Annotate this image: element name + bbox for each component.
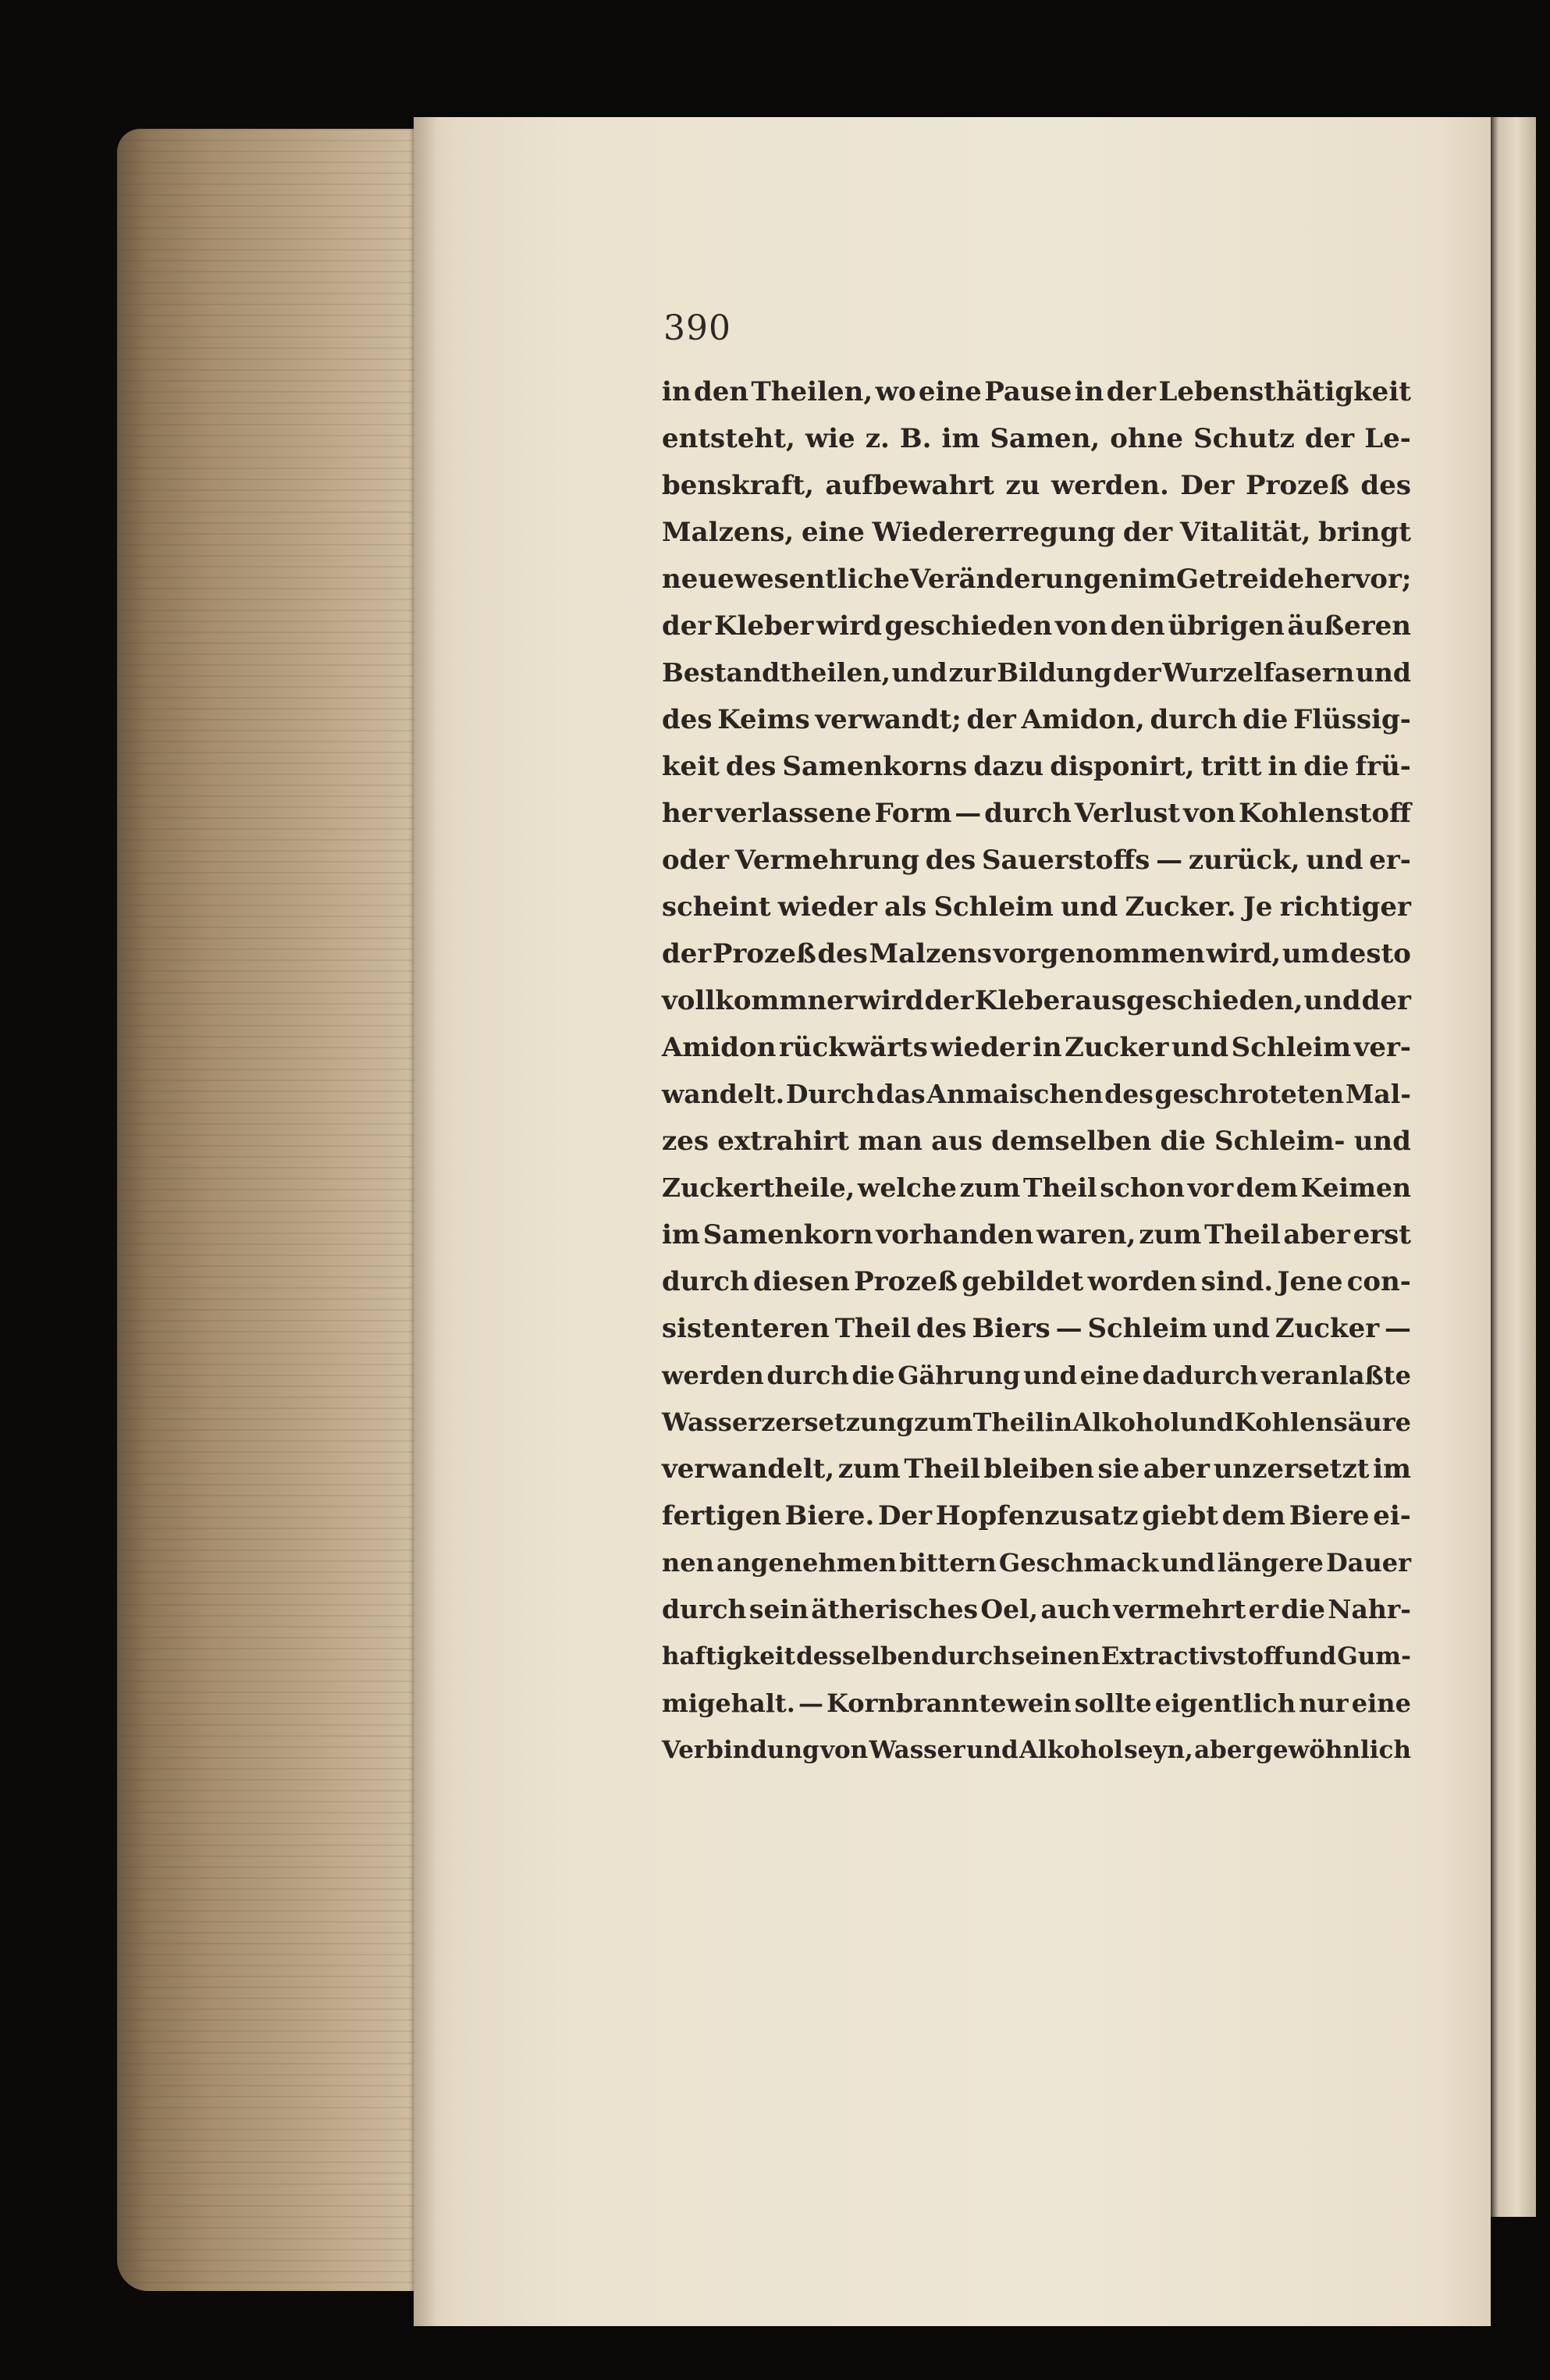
text-line [662, 1633, 1411, 1680]
word: sistenteren [662, 1313, 830, 1344]
word: im [662, 1219, 700, 1250]
text-line [662, 1399, 1411, 1446]
word: und [1353, 1126, 1411, 1157]
word: die [1281, 1594, 1325, 1624]
word: des [1360, 470, 1411, 501]
word: und [1212, 1313, 1270, 1344]
word: sind. [1200, 1266, 1274, 1297]
word: diesen [753, 1266, 850, 1297]
word: seinen [1011, 1642, 1100, 1670]
word: aber [1143, 1453, 1210, 1485]
text-line [662, 1165, 1411, 1211]
word: bittern [899, 1548, 997, 1578]
word: Theil [1204, 1219, 1281, 1250]
word: angenehmen [716, 1548, 898, 1578]
word: Amidon [662, 1032, 777, 1063]
word: giebt [1142, 1500, 1218, 1532]
word: Samenkorns [782, 751, 968, 782]
text-line [662, 509, 1411, 556]
word: nen [662, 1548, 714, 1578]
word: unzersetzt [1213, 1453, 1370, 1485]
word: Verbindung [662, 1736, 819, 1764]
word: aber [1283, 1219, 1350, 1250]
text-line [662, 1586, 1411, 1633]
word: z. [865, 423, 890, 454]
text-line [662, 1211, 1411, 1258]
word: welche [857, 1172, 957, 1203]
text-line [662, 649, 1411, 696]
page-text [662, 368, 1411, 1773]
word: des [817, 938, 868, 969]
word: — [955, 798, 982, 829]
word: wesentliche [734, 564, 910, 595]
word: Schleim [933, 891, 1054, 923]
word: den [694, 376, 749, 407]
word: als [884, 891, 927, 923]
word: Zucker [1065, 1032, 1169, 1063]
word: eine [1351, 1688, 1411, 1718]
word: Wasserzersetzung [662, 1407, 914, 1437]
word: vollkommner [662, 985, 858, 1016]
word: und [1023, 1361, 1077, 1390]
word: schon [1100, 1172, 1185, 1203]
text-line [662, 1680, 1411, 1727]
word: Zucker [1274, 1313, 1380, 1344]
word: auch [1040, 1594, 1111, 1624]
text-line [662, 1258, 1411, 1305]
word: aus [931, 1126, 983, 1157]
word: Wasser [869, 1736, 965, 1764]
word: ausgeschieden, [1075, 985, 1303, 1016]
word: worden [1087, 1266, 1197, 1297]
word: des [916, 1313, 967, 1344]
word: Veränderungen [909, 564, 1139, 595]
word: seyn, [1124, 1736, 1193, 1764]
word: Anmaischen [926, 1079, 1104, 1109]
word: Prozeß [712, 938, 816, 969]
word: Oel, [980, 1594, 1039, 1624]
word: Keimen [1300, 1172, 1411, 1203]
word: Schleim- [1214, 1126, 1346, 1157]
word: und [891, 657, 947, 688]
word: Hopfenzusatz [935, 1500, 1139, 1532]
word: Kornbranntewein [827, 1688, 1072, 1718]
word: Theilen, [751, 376, 873, 407]
word: der [662, 938, 712, 969]
word: verlassene [715, 798, 872, 829]
word: — [1156, 845, 1183, 876]
word: haftigkeit [662, 1642, 796, 1670]
word: Alkohol [1072, 1407, 1180, 1437]
word: in [662, 376, 691, 407]
word: wie [805, 423, 855, 454]
word: wieder [930, 1032, 1030, 1063]
word: von [819, 1736, 869, 1764]
word: in [1033, 1032, 1062, 1063]
text-line [662, 837, 1411, 884]
word: desto [1331, 938, 1411, 969]
word: Wiedererregung [872, 517, 1116, 548]
word: übrigen [1168, 610, 1285, 642]
word: Verlust [1074, 798, 1181, 829]
word: Jene [1277, 1266, 1343, 1297]
word: des [725, 751, 777, 782]
word: gebildet [962, 1266, 1084, 1297]
word: Theil [834, 1313, 912, 1344]
word: er- [1369, 845, 1411, 876]
word: Schutz [1193, 423, 1295, 454]
word: Prozeß [1245, 470, 1349, 501]
word: hervor; [1304, 564, 1412, 595]
word: Je [1242, 891, 1273, 923]
word: Kleber [713, 610, 814, 642]
word: — [1055, 1313, 1083, 1344]
word: tritt [1200, 751, 1262, 782]
word: Samen, [990, 423, 1100, 454]
word: Der [1180, 470, 1235, 501]
word: demselben [991, 1126, 1152, 1157]
page-gutter-shadow [414, 117, 437, 2326]
word: zes [662, 1126, 709, 1157]
word: durch [984, 798, 1072, 829]
word: äußeren [1287, 610, 1411, 642]
word: fertigen [662, 1500, 781, 1532]
word: Getreide [1176, 564, 1305, 595]
word: keit [662, 751, 720, 782]
word: Theil [972, 1407, 1045, 1437]
word: B. [899, 423, 932, 454]
text-line [662, 790, 1411, 837]
word: Biers [972, 1313, 1051, 1344]
word: im [1373, 1453, 1411, 1485]
word: der [1122, 517, 1173, 548]
word: die [851, 1361, 895, 1390]
word: der [1304, 423, 1355, 454]
word: um [1282, 938, 1330, 969]
word: sein [748, 1594, 809, 1624]
word: zu [1005, 470, 1040, 501]
word: neue [662, 564, 734, 595]
text-line [662, 556, 1411, 603]
text-line [662, 462, 1411, 509]
word: wandelt. [662, 1079, 785, 1109]
word: scheint [662, 891, 771, 923]
word: Form [874, 798, 952, 829]
underlying-page-edge [1489, 117, 1536, 2217]
word: dadurch [1142, 1361, 1258, 1390]
word: der [924, 985, 974, 1016]
word: geschieden [884, 610, 1053, 642]
word: und [965, 1736, 1019, 1764]
word: des [662, 704, 713, 735]
word: vorgenommen [993, 938, 1205, 969]
word: und [1284, 1642, 1337, 1670]
text-line [662, 1727, 1411, 1773]
word: nur [1299, 1688, 1349, 1718]
word: im [1138, 564, 1177, 595]
word: zum [914, 1407, 973, 1437]
text-line [662, 1118, 1411, 1165]
word: erst [1353, 1219, 1411, 1250]
word: sollte [1074, 1688, 1152, 1718]
word: die [1303, 751, 1349, 782]
word: dem [1221, 1500, 1286, 1532]
word: Malzens [869, 938, 992, 969]
word: durch [930, 1642, 1011, 1670]
word: von [1183, 798, 1236, 829]
word: Nahr- [1328, 1594, 1411, 1624]
word: der [1106, 376, 1157, 407]
word: con- [1346, 1266, 1411, 1297]
word: der [1361, 985, 1411, 1016]
word: Dauer [1325, 1548, 1411, 1578]
word: migehalt. [662, 1688, 795, 1718]
word: Kohlensäure [1234, 1407, 1411, 1437]
word: vor [1187, 1172, 1234, 1203]
word: der [662, 610, 712, 642]
word: desselben [796, 1642, 930, 1670]
word: — [1384, 1313, 1411, 1344]
word: der [966, 704, 1016, 735]
word: Der [877, 1500, 932, 1532]
word: Biere [1289, 1500, 1370, 1532]
text-line [662, 415, 1411, 462]
word: Gährung [898, 1361, 1021, 1390]
page-number: 390 [663, 308, 731, 348]
word: Durch [785, 1079, 875, 1109]
word: Geschmack [998, 1548, 1159, 1578]
word: eine [801, 517, 865, 548]
word: Kohlenstoff [1239, 798, 1411, 829]
text-line [662, 696, 1411, 743]
word: Le- [1364, 423, 1411, 454]
text-line [662, 743, 1411, 790]
word: gewöhnlich [1256, 1736, 1411, 1764]
word: geschroteten [1154, 1079, 1345, 1109]
word: Prozeß [854, 1266, 958, 1297]
word: durch [1150, 704, 1238, 735]
text-line [662, 1539, 1411, 1586]
word: oder [662, 845, 729, 876]
word: Samenkorn [702, 1219, 873, 1250]
word: Theil [1022, 1172, 1097, 1203]
word: die [1160, 1126, 1206, 1157]
word: Wurzelfasern [1162, 657, 1355, 688]
word: ver- [1353, 1032, 1411, 1063]
word: Theil [904, 1453, 980, 1485]
text-line [662, 1071, 1411, 1118]
word: und [1306, 845, 1363, 876]
text-line [662, 603, 1411, 649]
word: durch [766, 1361, 849, 1390]
word: er [1248, 1594, 1279, 1624]
word: Vermehrung [734, 845, 919, 876]
text-line [662, 368, 1411, 415]
word: werden [662, 1361, 764, 1390]
word: entsteht, [662, 423, 795, 454]
word: Schleim [1231, 1032, 1352, 1063]
word: eigentlich [1154, 1688, 1296, 1718]
text-line [662, 1492, 1411, 1539]
word: Flüssig- [1293, 704, 1411, 735]
word: wird [858, 985, 924, 1016]
word: her [662, 798, 713, 829]
word: in [1074, 376, 1104, 407]
text-line [662, 1446, 1411, 1492]
word: vorhanden [876, 1219, 1034, 1250]
word: durch [662, 1266, 749, 1297]
word: aufbewahrt [825, 470, 994, 501]
word: den [1110, 610, 1165, 642]
word: Bestandtheilen, [662, 657, 891, 688]
word: benskraft, [662, 470, 814, 501]
word: des [1104, 1079, 1154, 1109]
word: und [1061, 891, 1118, 923]
word: Extractivstoff [1100, 1642, 1284, 1670]
word: eine [918, 376, 982, 407]
word: Vitalität, [1179, 517, 1311, 548]
word: Gum- [1337, 1642, 1411, 1670]
word: frü- [1355, 751, 1411, 782]
word: Kleber [974, 985, 1075, 1016]
word: richtiger [1279, 891, 1411, 923]
text-line [662, 930, 1411, 977]
word: bleiben [983, 1453, 1094, 1485]
word: zum [837, 1453, 901, 1485]
word: im [941, 423, 980, 454]
word: Mal- [1345, 1079, 1411, 1109]
word: Biere. [784, 1500, 875, 1532]
text-line [662, 1024, 1411, 1071]
worn-page-edges [117, 129, 429, 2291]
text-line [662, 977, 1411, 1024]
word: Schleim [1087, 1313, 1207, 1344]
word: des [925, 845, 976, 876]
word: Malzens, [662, 517, 795, 548]
word: Bildung [997, 657, 1112, 688]
word: ohne [1110, 423, 1184, 454]
text-line [662, 884, 1411, 930]
word: — [798, 1688, 823, 1718]
word: Lebensthätigkeit [1158, 376, 1411, 407]
word: längere [1217, 1548, 1324, 1578]
word: ei- [1373, 1500, 1411, 1532]
word: von [1054, 610, 1107, 642]
text-line [662, 1352, 1411, 1399]
word: Zuckertheile, [662, 1172, 855, 1203]
word: zum [959, 1172, 1021, 1203]
word: extrahirt [717, 1126, 850, 1157]
word: in [1267, 751, 1298, 782]
word: Pause [984, 376, 1072, 407]
word: sie [1097, 1453, 1140, 1485]
word: Sauerstoffs [981, 845, 1150, 876]
word: und [1355, 657, 1411, 688]
word: vermehrt [1113, 1594, 1246, 1624]
word: wird, [1206, 938, 1282, 969]
word: und [1303, 985, 1361, 1016]
word: die [1242, 704, 1289, 735]
word: wird [816, 610, 882, 642]
word: wieder [777, 891, 877, 923]
word: wo [875, 376, 916, 407]
word: aber [1194, 1736, 1255, 1764]
word: und [1161, 1548, 1215, 1578]
word: dem [1235, 1172, 1298, 1203]
word: zur [948, 657, 996, 688]
word: verwandelt, [662, 1453, 835, 1485]
word: verwandt; [815, 704, 962, 735]
word: der [1113, 657, 1161, 688]
word: durch [662, 1594, 747, 1624]
word: zurück, [1188, 845, 1300, 876]
word: zum [1139, 1219, 1202, 1250]
word: waren, [1036, 1219, 1136, 1250]
word: und [1171, 1032, 1229, 1063]
word: werden. [1051, 470, 1169, 501]
text-line [662, 1305, 1411, 1352]
word: veranlaßte [1260, 1361, 1411, 1390]
word: Amidon, [1021, 704, 1145, 735]
word: ätherisches [811, 1594, 979, 1624]
word: disponirt, [1050, 751, 1195, 782]
word: Zucker. [1125, 891, 1236, 923]
word: dazu [973, 751, 1044, 782]
word: Alkohol [1019, 1736, 1123, 1764]
word: das [876, 1079, 926, 1109]
word: man [858, 1126, 923, 1157]
word: in [1044, 1407, 1073, 1437]
word: bringt [1318, 517, 1411, 548]
word: Keims [717, 704, 810, 735]
word: eine [1079, 1361, 1139, 1390]
word: rückwärts [778, 1032, 928, 1063]
word: und [1179, 1407, 1234, 1437]
